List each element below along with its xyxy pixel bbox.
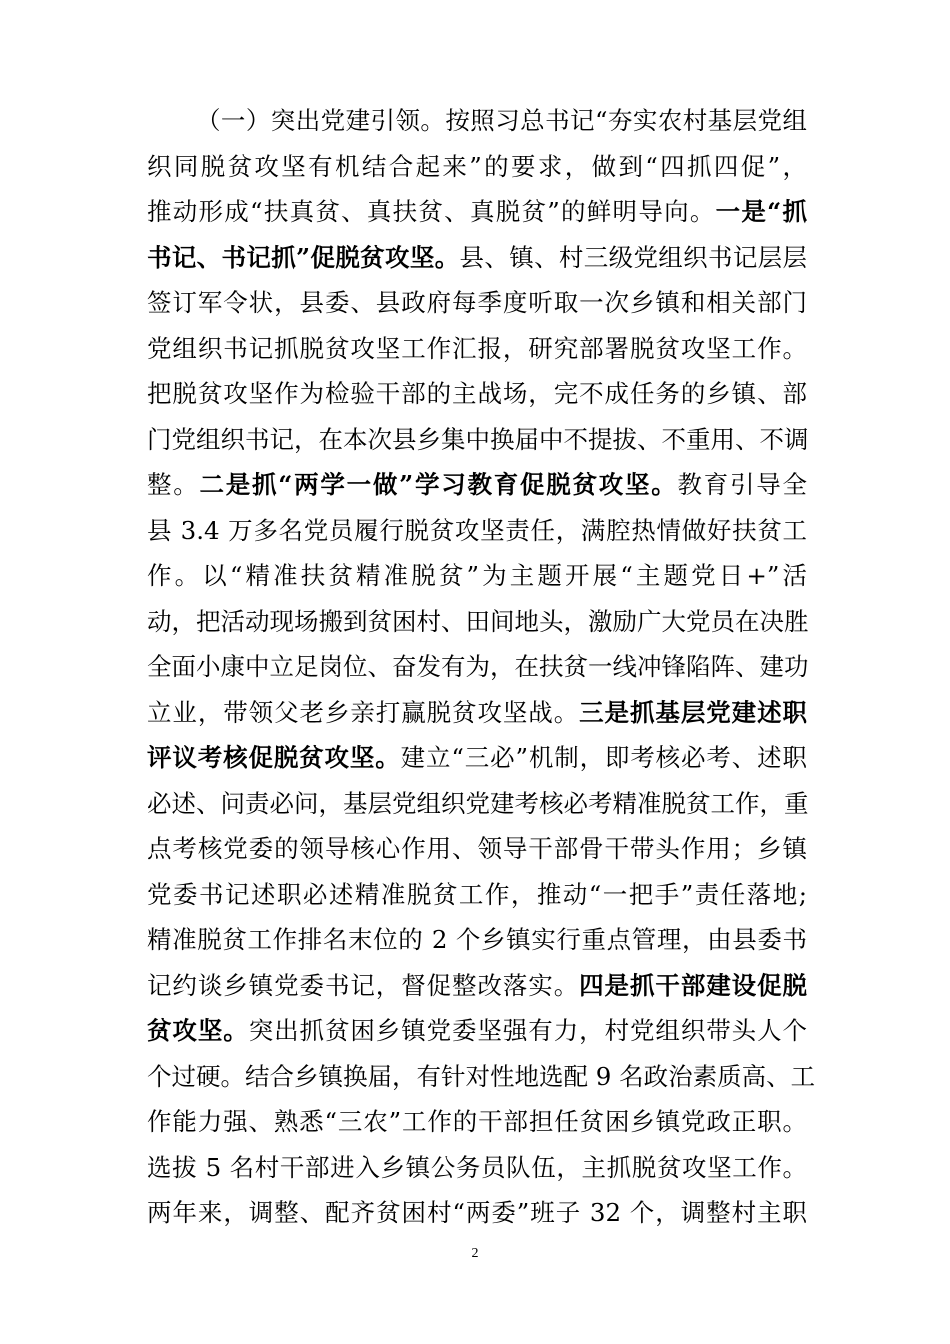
- text-segment: 党委书记述职必述精准脱贫工作，推动“一把手”责任落地;: [147, 880, 807, 909]
- text-segment: 突出抓贫困乡镇党委坚强有力，村党组织带头人个: [248, 1016, 808, 1045]
- bold-text-segment: 四是抓干部建设促脱: [579, 971, 807, 1000]
- text-segment: 必述、问责必问，基层党组织党建考核必考精准脱贫工作，重: [147, 789, 809, 818]
- text-segment: 点考核党委的领导核心作用、领导干部骨干带头作用；乡镇: [147, 834, 807, 863]
- text-segment: 推动形成“扶真贫、真扶贫、真脱贫”的鲜明导向。: [147, 197, 716, 226]
- text-line: [147, 329, 807, 369]
- text-segment: 整。: [147, 470, 200, 499]
- bold-text-segment: 评议考核促脱贫攻坚。: [147, 743, 401, 772]
- text-segment: 县 3.4 万多名党员履行脱贫攻坚责任，满腔热情做好扶贫工: [147, 516, 807, 545]
- text-line: [147, 738, 807, 778]
- text-line: [147, 966, 807, 1006]
- text-segment: 门党组织书记，在本次县乡集中换届中不提拔、不重用、不调: [147, 425, 809, 454]
- text-segment: 立业，带领父老乡亲打赢脱贫攻坚战。: [147, 698, 580, 727]
- text-line: [147, 1102, 807, 1142]
- text-segment: 两年来，调整、配齐贫困村“两委”班子 32 个，调整村主职: [147, 1198, 807, 1227]
- text-line: [147, 192, 807, 232]
- text-line: [147, 647, 807, 687]
- bold-text-segment: 书记、书记抓”促脱贫攻坚。: [147, 243, 460, 272]
- text-line: [147, 420, 807, 460]
- text-segment: 作能力强、熟悉“三农”工作的干部担任贫困乡镇党政正职。: [147, 1107, 807, 1136]
- text-line: [147, 693, 807, 733]
- text-segment: （一）突出党建引领。按照习总书记“夯实农村基层党组: [196, 106, 807, 135]
- text-segment: 个过硬。结合乡镇换届，有针对性地选配 9 名政治素质高、工: [147, 1062, 816, 1091]
- text-line: [147, 238, 807, 278]
- text-line: [147, 875, 807, 915]
- text-line: [147, 1057, 816, 1097]
- text-segment: 精准脱贫工作排名末位的 2 个乡镇实行重点管理，由县委书: [147, 925, 807, 954]
- text-segment: 选拔 5 名村干部进入乡镇公务员队伍，主抓脱贫攻坚工作。: [147, 1153, 807, 1182]
- text-line: [147, 374, 807, 414]
- bold-text-segment: 贫攻坚。: [147, 1016, 249, 1045]
- text-line: [147, 556, 807, 596]
- text-line: [147, 283, 807, 323]
- text-line: [147, 829, 807, 869]
- text-segment: 记约谈乡镇党委书记，督促整改落实。: [147, 971, 580, 1000]
- text-line: [196, 101, 807, 141]
- text-line: [147, 1011, 807, 1051]
- bold-text-segment: 二是抓“两学一做”学习教育促脱贫攻坚。: [199, 470, 678, 499]
- bold-text-segment: 一是“抓: [715, 197, 807, 226]
- text-segment: 动，把活动现场搬到贫困村、田间地头，激励广大党员在决胜: [147, 607, 809, 636]
- text-segment: 教育引导全: [677, 470, 808, 499]
- text-line: [147, 465, 807, 505]
- text-segment: 签订军令状，县委、县政府每季度听取一次乡镇和相关部门: [147, 288, 807, 317]
- text-line: [147, 1193, 807, 1233]
- text-segment: 织同脱贫攻坚有机结合起来”的要求，做到“四抓四促”，: [147, 152, 807, 181]
- text-line: [147, 784, 807, 824]
- text-segment: 党组织书记抓脱贫攻坚工作汇报，研究部署脱贫攻坚工作。: [147, 334, 807, 363]
- text-segment: 全面小康中立足岗位、奋发有为，在扶贫一线冲锋陷阵、建功: [147, 652, 809, 681]
- text-line: [147, 1148, 807, 1188]
- text-line: [147, 920, 807, 960]
- text-line: [147, 511, 807, 551]
- text-line: [147, 147, 807, 187]
- page-number: 2: [471, 1246, 479, 1261]
- text-segment: 把脱贫攻坚作为检验干部的主战场，完不成任务的乡镇、部: [147, 379, 807, 408]
- text-segment: 建立“三必”机制，即考核必考、述职: [400, 743, 807, 772]
- text-segment: 作。以“精准扶贫精准脱贫”为主题开展“主题党日+”活: [147, 561, 807, 590]
- text-segment: 县、镇、村三级党组织书记层层: [459, 243, 807, 272]
- text-line: [147, 602, 807, 642]
- bold-text-segment: 三是抓基层党建述职: [579, 698, 807, 727]
